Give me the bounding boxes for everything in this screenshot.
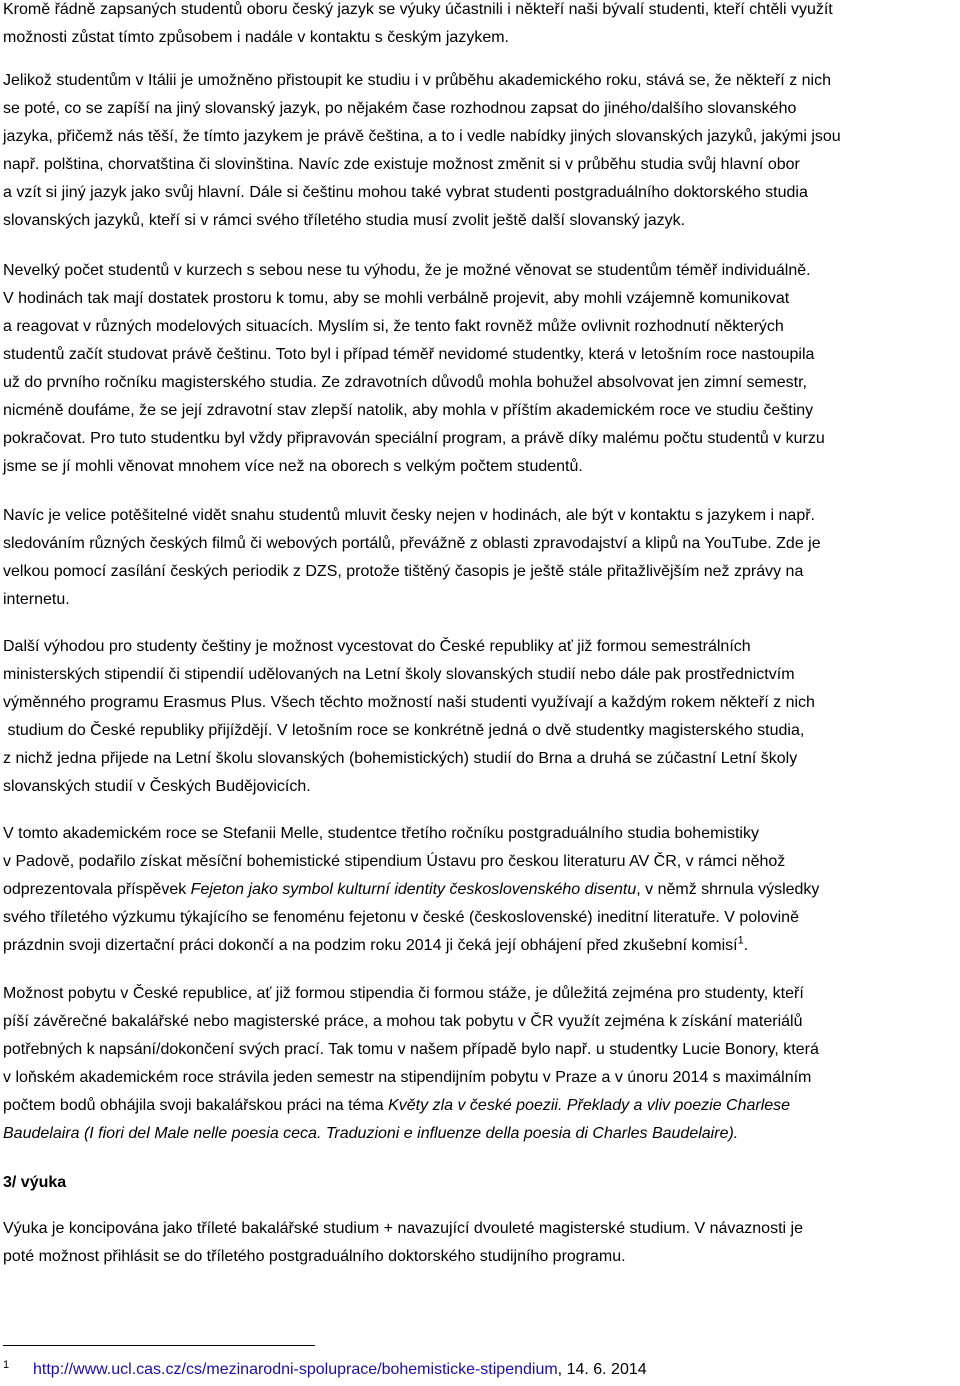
text-line: v loňském akademickém roce strávila jeden semestr na stipendijním pobytu v Praze a v únoru 2014 s maximálním [3,1069,812,1086]
text-line: jazyka, přičemž nás těší, že tímto jazykem je právě čeština, a to i vedle nabídky jiných slovanských jazyků, jakými jsou [3,128,841,145]
text-line: a vzít si jiný jazyk jako svůj hlavní. Dále si češtinu mohou také vybrat studenti postgraduálního doktorského studia [3,184,808,201]
text-line: sledováním různých českých filmů či webových portálů, převážně z oblasti zpravodajství a klipů na YouTube. Zde je [3,535,821,552]
paragraph-small-classes [3,257,825,481]
text-line: v Padově, podařilo získat měsíční bohemistické stipendium Ústavu pro českou literaturu AV ČR, v rámci něhož [3,853,786,870]
text-line: slovanských jazyků, kteří si v rámci svého tříletého studia musí zvolit ještě další slovanský jazyk. [3,212,686,229]
text-line: píší závěrečné bakalářské nebo magisterské práce, a mohou tak pobytu v ČR využít zejména k získání materiálů [3,1013,803,1030]
text-line: studium do České republiky přijíždějí. V letošním roce se konkrétně jedná o dvě studentky magisterského studia, [3,722,805,739]
text-line: Nevelký počet studentů v kurzech s sebou nese tu výhodu, že je možné věnovat se studentům téměř individuálně. [3,262,811,279]
text-segment: odprezentovala příspěvek [3,881,191,898]
text-line: jsme se jí mohli věnovat mnohem více než na oborech s velkým počtem studentů. [3,458,583,475]
text-line: Možnost pobytu v České republice, ať již formou stipendia či formou stáže, je důležitá zejména pro studenty, kteří [3,985,804,1002]
footnote-mark: 1 [3,1358,10,1371]
text-line: pokračovat. Pro tuto studentku byl vždy připravován speciální program, a právě díky malému počtu studentů v kurzu [3,430,825,447]
text-line: se poté, co se zapíší na jiný slovanský jazyk, po nějakém čase rozhodnou zapsat do jiného/dalšího slovanského [3,100,797,117]
text-line: Výuka je koncipována jako tříleté bakalářské studium + navazující dvouleté magisterské studium. V návaznosti je [3,1220,803,1237]
paragraph-stipend [3,820,819,960]
text-line: a reagovat v různých modelových situacích. Myslím si, že tento fakt rovněž může ovlivnit rozhodnutí některých [3,318,784,335]
text-line: např. polština, chorvatština či slovinština. Navíc zde existuje možnost změnit si v průběhu studia svůj hlavní obor [3,156,800,173]
paragraph-former-students [3,0,833,52]
text-segment: , v němž shrnula výsledky [636,881,820,898]
text-segment: prázdnin svoji dizertační práci dokončí a na podzim roku 2014 ji čeká její obhájení před zkušební komisí [3,937,738,954]
text-line: poté možnost přihlásit se do tříletého postgraduálního doktorského studijního programu. [3,1248,626,1265]
paragraph-media-contact [3,502,821,614]
text-line [3,932,819,960]
footnote-reference[interactable]: 1 [737,934,744,947]
section-heading: 3/ výuka [3,1174,67,1191]
text-line [3,1120,819,1148]
footnote-date: , 14. 6. 2014 [557,1361,647,1378]
paper-title: Fejeton jako symbol kulturní identity československého disentu [190,881,637,898]
text-line: ministerských stipendií či stipendií udělovaných na Letní školy slovanských studií nebo dále pak prostřednictvím [3,666,795,683]
text-line: možnosti zůstat tímto způsobem i nadále v kontaktu s českým jazykem. [3,29,509,46]
text-line: nicméně doufáme, že se její zdravotní stav zlepší natolik, aby mohla v příštím akademickém roce ve studiu češtiny [3,402,814,419]
text-line: Další výhodou pro studenty češtiny je možnost vycestovat do České republiky ať již formou semestrálních [3,638,751,655]
text-line: Kromě řádně zapsaných studentů oboru český jazyk se výuky účastnili i někteří naši bývalí studenti, kteří chtěli využít [3,1,833,18]
text-line: výměnného programu Erasmus Plus. Všech těchto možností naši studenti využívají a každým rokem někteří z nich [3,694,815,711]
paragraph-teaching [3,1215,803,1271]
text-line: internetu. [3,591,70,608]
text-line: Jelikož studentům v Itálii je umožněno přistoupit ke studiu i v průběhu akademického roku, stává se, že někteří z nich [3,72,831,89]
text-line [3,1092,819,1120]
text-segment: . [743,937,749,954]
text-segment: počtem bodů obhájila svoji bakalářskou práci na téma [3,1097,389,1114]
text-line: studentů začít studovat právě češtinu. Toto byl i případ téměř nevidomé studentky, která v letošním roce nastoupila [3,346,815,363]
footnote-divider [3,1345,315,1346]
footnote [3,1358,647,1382]
text-line: velkou pomocí zasílání českých periodik z DZS, protože tištěný časopis je ještě stále přitažlivějším než zprávy na [3,563,804,580]
thesis-title: Květy zla v české poezii. Překlady a vliv poezie Charlese [388,1097,791,1114]
text-line: slovanských studií v Českých Budějovicích. [3,778,311,795]
paragraph-stay-in-czech [3,980,819,1148]
text-line: V tomto akademickém roce se Stefanii Melle, studentce třetího ročníku postgraduálního studia bohemistiky [3,825,759,842]
thesis-title-continued: Baudelaira (I fiori del Male nelle poesia ceca. Traduzioni e influenze della poesia di Charles Baudelaire). [3,1125,739,1142]
paragraph-study-abroad [3,633,815,801]
text-line: V hodinách tak mají dostatek prostoru k tomu, aby se mohli verbálně projevit, aby mohli vzájemně komunikovat [3,290,790,307]
text-line [3,876,819,904]
footnote-link[interactable]: http://www.ucl.cas.cz/cs/mezinarodni-spoluprace/bohemisticke-stipendium [33,1361,558,1378]
text-line: už do prvního ročníku magisterského studia. Ze zdravotních důvodů mohla bohužel absolvovat jen zimní semestr, [3,374,807,391]
text-line: svého tříletého výzkumu týkajícího se fenoménu fejetonu v české (československé) ineditní literatuře. V polovině [3,909,799,926]
paragraph-enrollment [3,67,841,235]
text-line: potřebných k napsání/dokončení svých prací. Tak tomu v našem případě bylo např. u studentky Lucie Bonory, která [3,1041,819,1058]
text-line: z nichž jedna přijede na Letní školu slovanských (bohemistických) studií do Brna a druhá se zúčastní Letní školy [3,750,798,767]
text-line: Navíc je velice potěšitelné vidět snahu studentů mluvit česky nejen v hodinách, ale být v kontaktu s jazykem i např. [3,507,815,524]
